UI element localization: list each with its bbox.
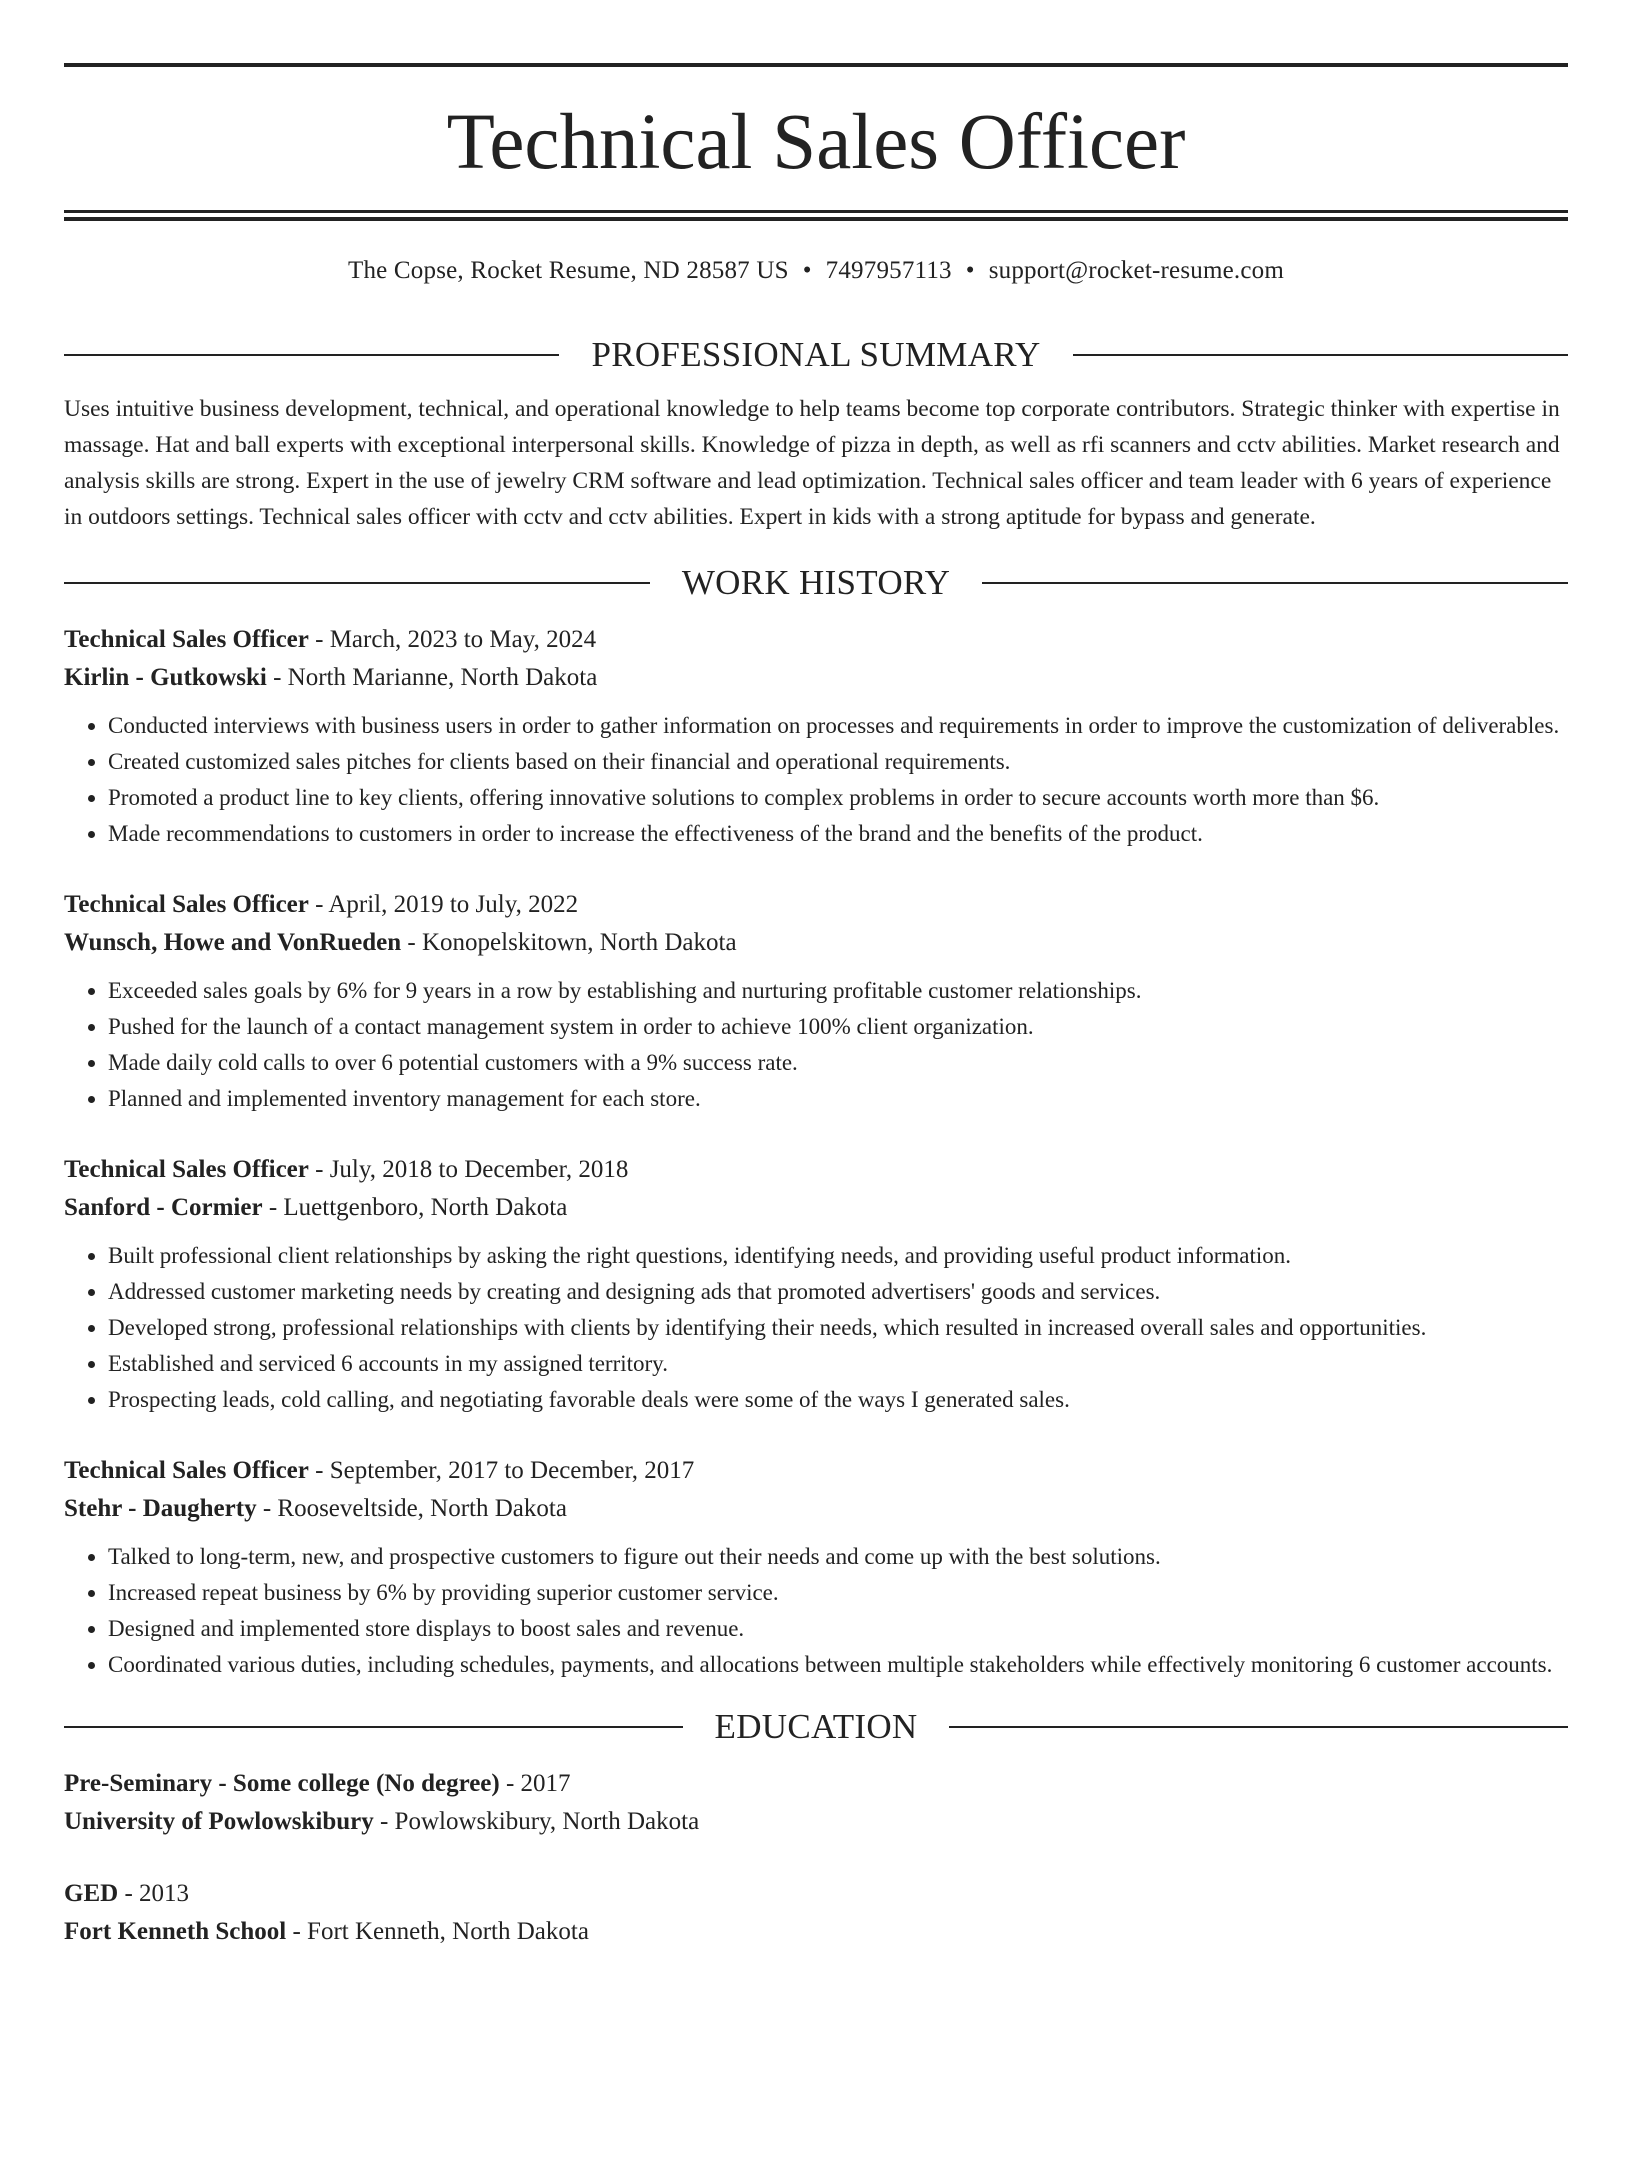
job-bullets xyxy=(64,1238,1568,1418)
job-bullet-item: • Conducted interviews with business users in order to gather information on processes and requirements in order to improve the customization of deliverables. xyxy=(108,708,1568,744)
job-company-line xyxy=(64,1490,1568,1528)
job-bullet-item: • Established and serviced 6 accounts in my assigned territory. xyxy=(108,1346,1568,1382)
job-entry xyxy=(64,1151,1568,1418)
summary-section-heading xyxy=(64,335,1568,375)
heading-rule-right xyxy=(1073,354,1568,356)
job-bullet-item: • Promoted a product line to key clients, offering innovative solutions to complex problems in order to secure accounts worth more than $6. xyxy=(108,780,1568,816)
job-gap xyxy=(64,1418,1568,1452)
job-entry xyxy=(64,1452,1568,1683)
education-degree: GED xyxy=(64,1880,119,1907)
job-bullet-item: • Prospecting leads, cold calling, and negotiating favorable deals were some of the ways I generated sales. xyxy=(108,1382,1568,1418)
education-entry xyxy=(64,1875,1568,1951)
job-dates: - April, 2019 to July, 2022 xyxy=(308,891,579,918)
job-bullet-item: • Made recommendations to customers in order to increase the effectiveness of the brand and the benefits of the product. xyxy=(108,816,1568,852)
contact-phone: 7497957113 xyxy=(825,257,952,284)
job-title-line xyxy=(64,621,1568,659)
education-school-line xyxy=(64,1913,1568,1951)
job-location: - Rooseveltside, North Dakota xyxy=(256,1495,567,1522)
education-year: - 2017 xyxy=(499,1770,571,1797)
contact-line xyxy=(64,257,1568,291)
job-dates: - March, 2023 to May, 2024 xyxy=(308,626,597,653)
education-location: - Fort Kenneth, North Dakota xyxy=(286,1918,589,1945)
heading-rule-left xyxy=(64,1726,683,1728)
job-title-line xyxy=(64,1151,1568,1189)
job-company-line xyxy=(64,924,1568,962)
education-heading-text: EDUCATION xyxy=(714,1707,918,1746)
resume-page xyxy=(0,63,1632,1951)
job-bullet-item: • Built professional client relationships by asking the right questions, identifying needs, and providing useful product information. xyxy=(108,1238,1568,1274)
job-bullet-item: • Made daily cold calls to over 6 potential customers with a 9% success rate. xyxy=(108,1045,1568,1081)
job-bullets xyxy=(64,708,1568,852)
job-title: Technical Sales Officer xyxy=(64,1156,309,1183)
job-company: Wunsch, Howe and VonRueden xyxy=(64,929,402,956)
job-dates: - September, 2017 to December, 2017 xyxy=(308,1457,695,1484)
job-bullet-item: • Increased repeat business by 6% by providing superior customer service. xyxy=(108,1575,1568,1611)
heading-rule-right xyxy=(982,582,1568,584)
education-school-line xyxy=(64,1803,1568,1841)
job-entry xyxy=(64,621,1568,852)
job-title: Technical Sales Officer xyxy=(64,1457,309,1484)
job-bullet-item: • Coordinated various duties, including schedules, payments, and allocations between multiple stakeholders while effectively monitoring 6 customer accounts. xyxy=(108,1647,1568,1683)
education-location: - Powlowskibury, North Dakota xyxy=(373,1808,700,1835)
contact-separator: • xyxy=(965,257,975,284)
education-section-heading xyxy=(64,1707,1568,1747)
job-company: Kirlin - Gutkowski xyxy=(64,664,267,691)
job-company: Sanford - Cormier xyxy=(64,1194,263,1221)
job-bullet-item: • Planned and implemented inventory management for each store. xyxy=(108,1081,1568,1117)
job-bullet-item: • Developed strong, professional relationships with clients by identifying their needs, which resulted in increased overall sales and opportunities. xyxy=(108,1310,1568,1346)
education-degree-line xyxy=(64,1875,1568,1913)
work-history-list xyxy=(64,621,1568,1683)
education-year: - 2013 xyxy=(118,1880,190,1907)
contact-separator: • xyxy=(802,257,812,284)
job-dates: - July, 2018 to December, 2018 xyxy=(308,1156,629,1183)
job-title-line xyxy=(64,886,1568,924)
job-location: - North Marianne, North Dakota xyxy=(266,664,598,691)
heading-rule-left xyxy=(64,354,559,356)
education-school: University of Powlowskibury xyxy=(64,1808,374,1835)
education-entry xyxy=(64,1765,1568,1841)
job-company: Stehr - Daugherty xyxy=(64,1495,257,1522)
education-school: Fort Kenneth School xyxy=(64,1918,287,1945)
summary-text: Uses intuitive business development, technical, and operational knowledge to help teams become top corporate contributors. Strategic thinker with expertise in massage. Hat and ball experts with exceptional interpersonal skills. Knowledge of pizza in depth, as well as rfi scanners and cctv abilities. Market research and analysis skills are strong. Expert in the use of jewelry CRM software and lead optimization. Technical sales officer and team leader with 6 years of experience in outdoors settings. Technical sales officer with cctv and cctv abilities. Expert in kids with a strong aptitude for bypass and generate. xyxy=(64,396,1560,530)
job-bullet-item: • Addressed customer marketing needs by creating and designing ads that promoted advertisers' goods and services. xyxy=(108,1274,1568,1310)
job-location: - Luettgenboro, North Dakota xyxy=(262,1194,568,1221)
education-gap xyxy=(64,1841,1568,1875)
summary-heading-text: PROFESSIONAL SUMMARY xyxy=(591,335,1041,374)
job-gap xyxy=(64,1117,1568,1151)
work-heading-text: WORK HISTORY xyxy=(681,563,951,602)
education-degree-line xyxy=(64,1765,1568,1803)
contact-address: The Copse, Rocket Resume, ND 28587 US xyxy=(348,257,789,284)
job-bullets xyxy=(64,1539,1568,1683)
heading-rule-right xyxy=(949,1726,1568,1728)
job-bullets xyxy=(64,973,1568,1117)
education-degree: Pre-Seminary - Some college (No degree) xyxy=(64,1770,500,1797)
job-entry xyxy=(64,886,1568,1117)
job-title: Technical Sales Officer xyxy=(64,626,309,653)
job-company-line xyxy=(64,659,1568,697)
job-title: Technical Sales Officer xyxy=(64,891,309,918)
heading-rule-left xyxy=(64,582,650,584)
job-bullet-item: • Pushed for the launch of a contact management system in order to achieve 100% client organization. xyxy=(108,1009,1568,1045)
job-location: - Konopelskitown, North Dakota xyxy=(401,929,737,956)
job-gap xyxy=(64,852,1568,886)
job-title-line xyxy=(64,1452,1568,1490)
job-bullet-item: • Exceeded sales goals by 6% for 9 years in a row by establishing and nurturing profitable customer relationships. xyxy=(108,973,1568,1009)
contact-email: support@rocket-resume.com xyxy=(988,257,1284,284)
job-bullet-item: • Created customized sales pitches for clients based on their financial and operational requirements. xyxy=(108,744,1568,780)
work-section-heading xyxy=(64,563,1568,603)
education-list xyxy=(64,1765,1568,1951)
job-bullet-item: • Talked to long-term, new, and prospective customers to figure out their needs and come up with the best solutions. xyxy=(108,1539,1568,1575)
page-title: Technical Sales Officer xyxy=(446,99,1186,186)
title-double-rule xyxy=(64,210,1568,221)
job-bullet-item: • Designed and implemented store displays to boost sales and revenue. xyxy=(108,1611,1568,1647)
job-company-line xyxy=(64,1189,1568,1227)
top-rule xyxy=(64,63,1568,67)
